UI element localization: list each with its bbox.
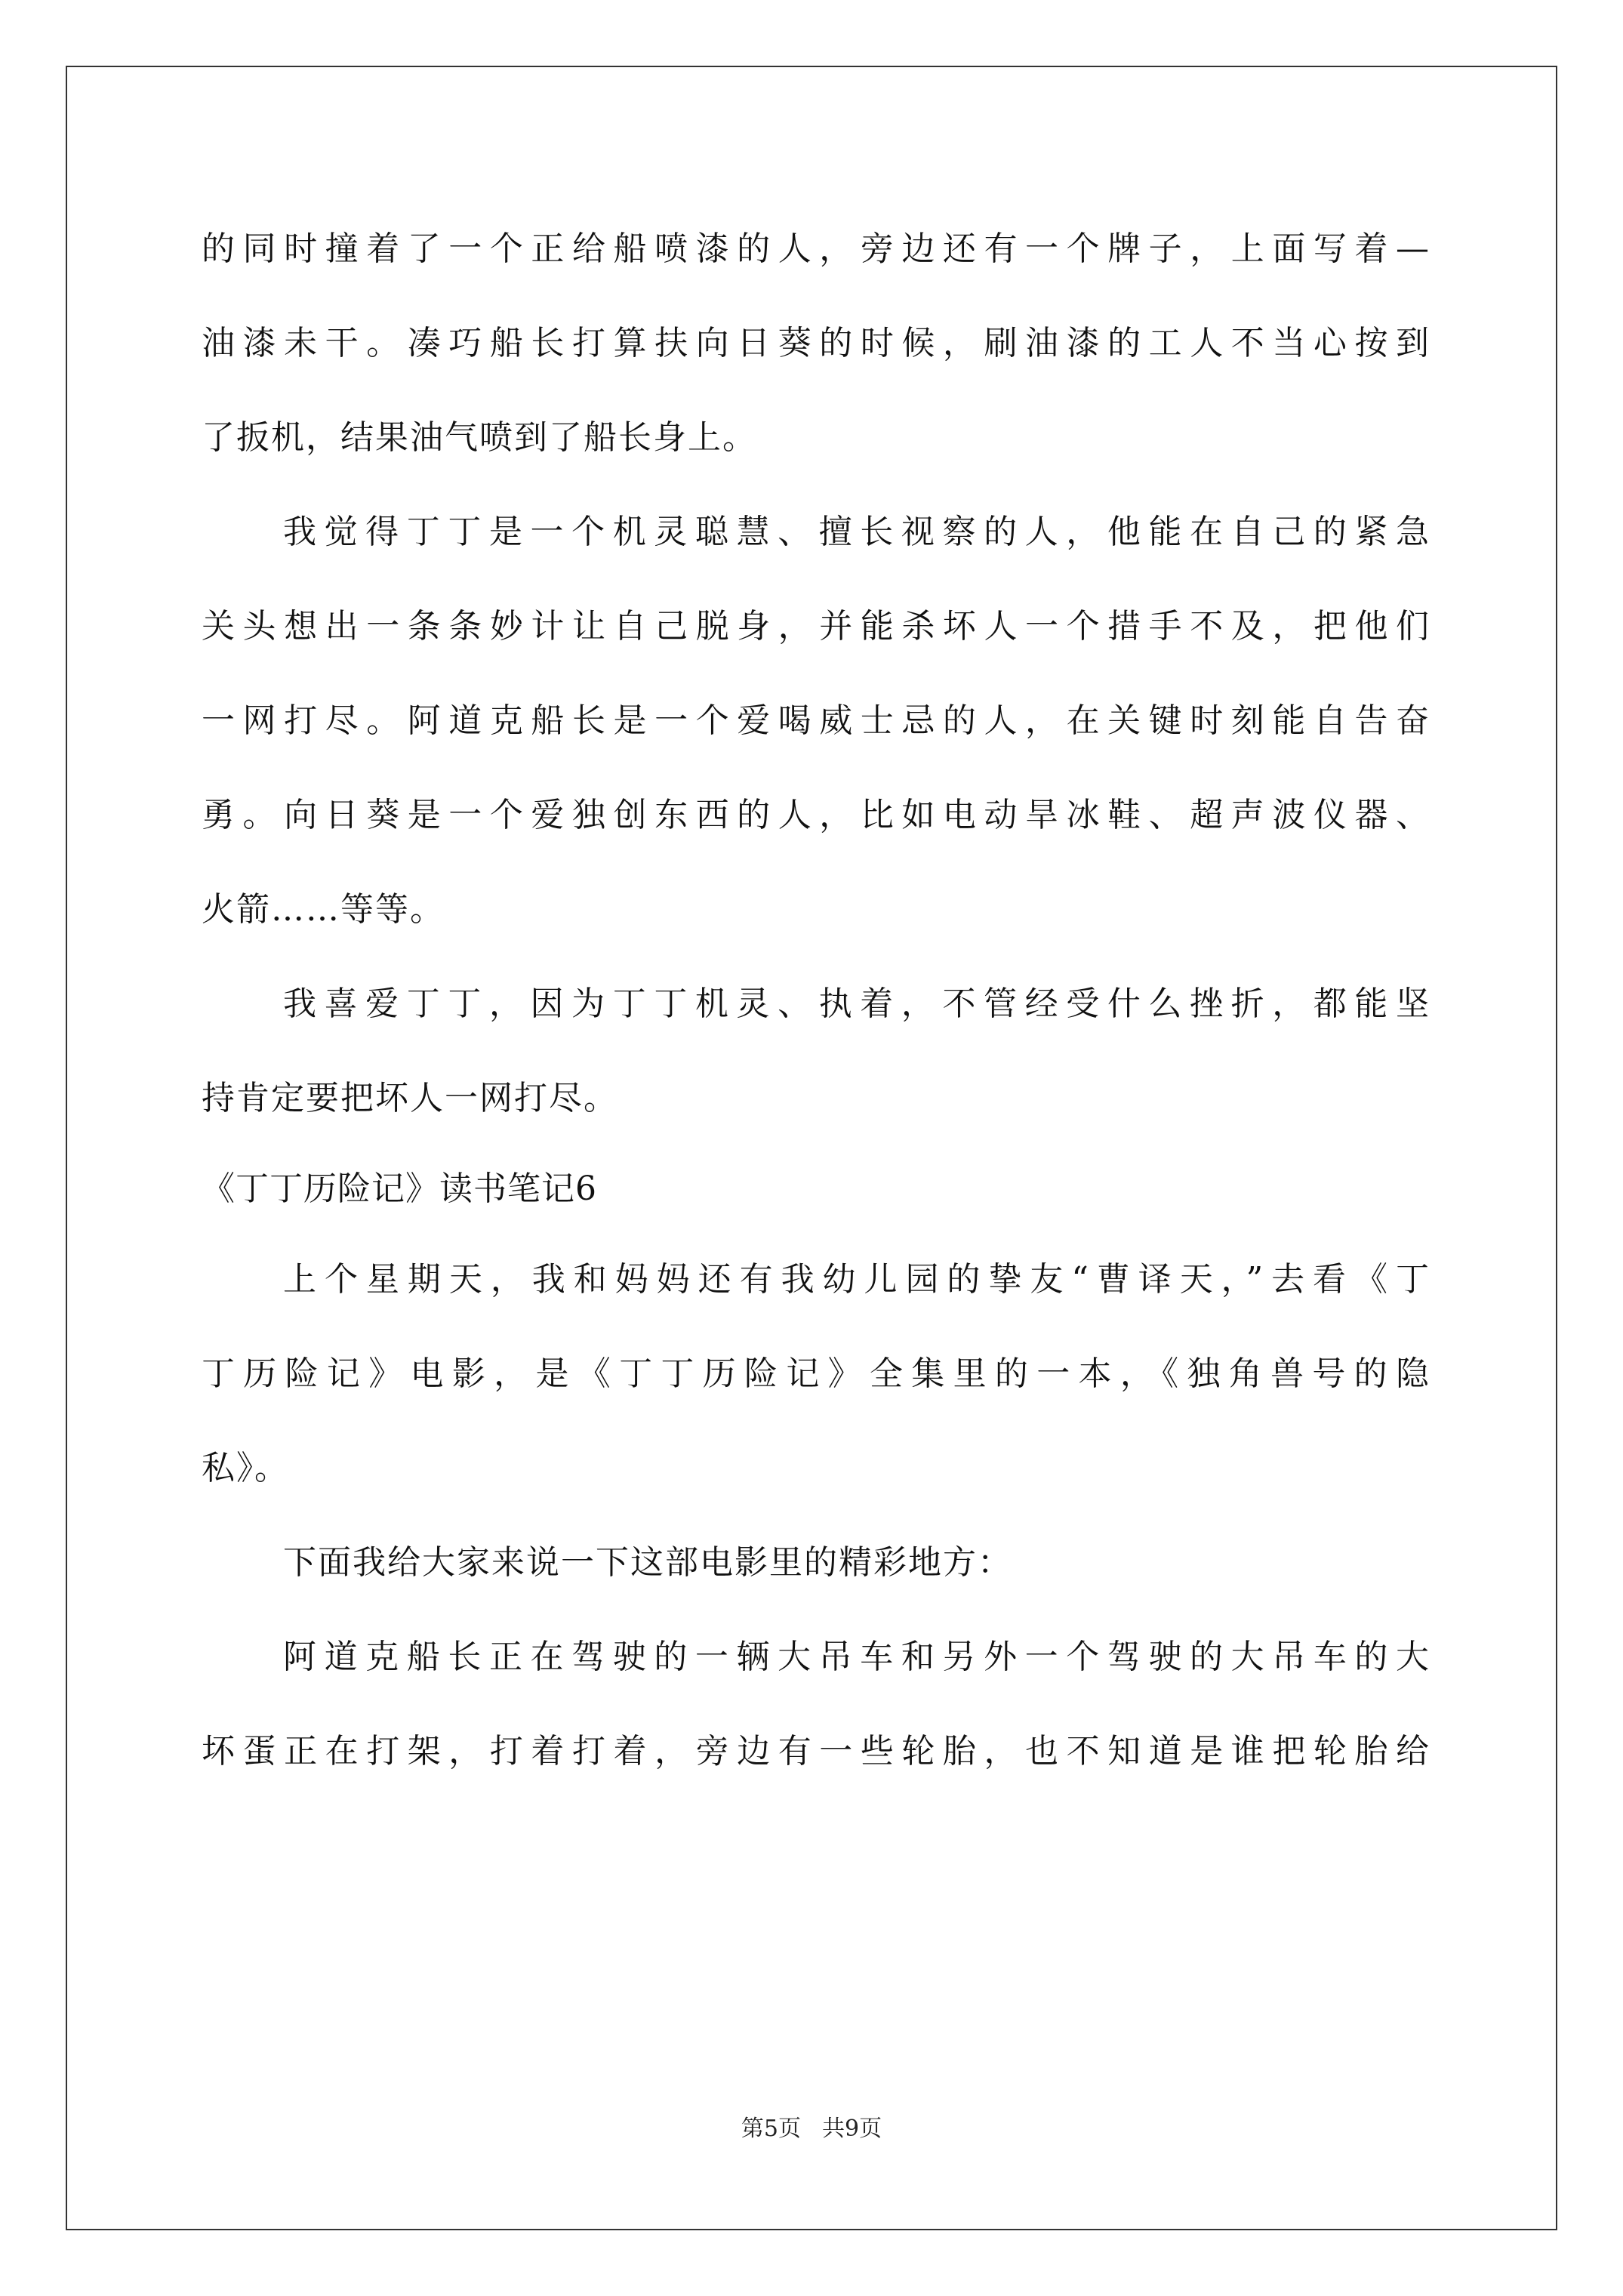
body-line-16: 阿道克船长正在驾驶的一辆大吊车和另外一个驾驶的大吊车的大 [283, 1638, 1431, 1676]
body-line-5: 关头想出一条条妙计让自己脱身，并能杀坏人一个措手不及，把他们 [202, 607, 1431, 646]
page-footer [0, 2114, 1623, 2144]
body-line-17: 坏蛋正在打架，打着打着，旁边有一些轮胎，也不知道是谁把轮胎给 [202, 1732, 1431, 1771]
body-line-1: 的同时撞着了一个正给船喷漆的人，旁边还有一个牌子，上面写着— [202, 230, 1431, 268]
page-border [66, 66, 1557, 2230]
body-line-12: 上个星期天，我和妈妈还有我幼儿园的挚友“曹译天，”去看《丁 [283, 1260, 1431, 1299]
body-line-3: 了扳机，结果油气喷到了船长身上。 [202, 418, 757, 457]
body-line-4: 我觉得丁丁是一个机灵聪慧、擅长视察的人，他能在自己的紧急 [283, 513, 1431, 551]
body-line-15: 下面我给大家来说一下这部电影里的精彩地方： [283, 1543, 1012, 1582]
body-line-13: 丁历险记》电影，是《丁丁历险记》全集里的一本，《独角兽号的隐 [202, 1354, 1431, 1393]
body-line-6: 一网打尽。阿道克船长是一个爱喝威士忌的人，在关键时刻能自告奋 [202, 701, 1431, 740]
section-heading: 《丁丁历险记》读书笔记6 [202, 1170, 597, 1208]
body-line-9: 我喜爱丁丁，因为丁丁机灵、执着，不管经受什么挫折，都能坚 [283, 985, 1431, 1023]
body-line-7: 勇。向日葵是一个爱独创东西的人，比如电动旱冰鞋、超声波仪器、 [202, 796, 1431, 834]
page-total: 共9页 [822, 2116, 882, 2142]
body-line-2: 油漆未干。凑巧船长打算扶向日葵的时候，刷油漆的工人不当心按到 [202, 324, 1431, 362]
body-line-14: 私》。 [202, 1449, 289, 1487]
body-line-8: 火箭……等等。 [202, 890, 445, 929]
page-number: 第5页 [741, 2116, 801, 2142]
body-line-10: 持肯定要把坏人一网打尽。 [202, 1079, 618, 1117]
